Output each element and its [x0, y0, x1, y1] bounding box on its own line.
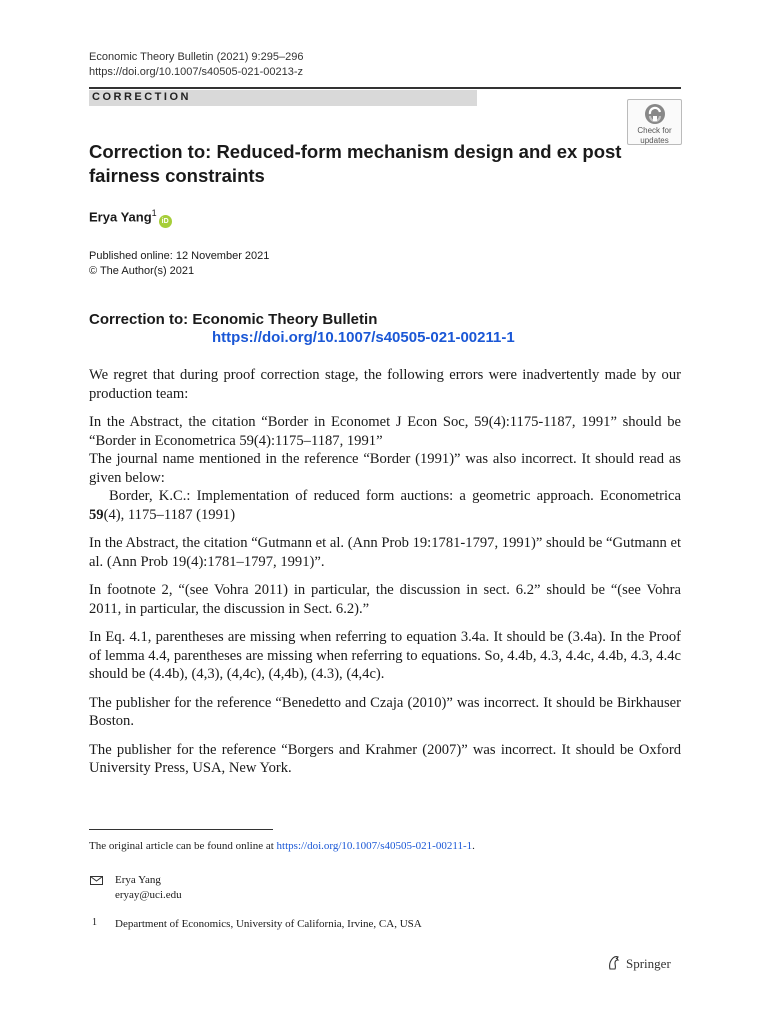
- paragraph: The publisher for the reference “Benedetto and Czaja (2010)” was incorrect. It should be Birkhauser Boston.: [89, 694, 681, 729]
- reference-text: Border, K.C.: Implementation of reduced form auctions: a geometric approach. Econometrica: [109, 488, 681, 504]
- reference-entry: [89, 487, 681, 524]
- footnote-text: The original article can be found online at: [89, 840, 277, 852]
- paragraph: In the Abstract, the citation “Border in Economet J Econ Soc, 59(4):1175-1187, 1991” should be “Border in Econometrica 59(4):1175–1187, 1991”: [89, 414, 681, 449]
- contact-info: [115, 873, 182, 903]
- author-affiliation-ref: 1: [151, 208, 157, 218]
- journal-citation: Economic Theory Bulletin (2021) 9:295–296: [89, 51, 304, 63]
- author-name[interactable]: Erya Yang: [89, 209, 152, 225]
- affiliation-text: Department of Economics, University of California, Irvine, CA, USA: [115, 918, 422, 930]
- footnote-end: .: [472, 840, 475, 852]
- journal-info: [89, 50, 303, 80]
- paragraph: In footnote 2, “(see Vohra 2011) in particular, the discussion in sect. 6.2” should be “(see Vohra 2011, in particular, the discussion in Sect. 6.2).”: [89, 582, 681, 617]
- footnote: [89, 840, 475, 852]
- footnote-doi-link[interactable]: https://doi.org/10.1007/s40505-021-00211-1: [276, 840, 473, 852]
- check-updates-line2: updates: [640, 136, 669, 145]
- published-date: Published online: 12 November 2021: [89, 250, 270, 262]
- publisher-name: Springer: [626, 956, 671, 971]
- affiliation-number: 1: [92, 917, 97, 928]
- reference-volume: 59: [89, 506, 104, 523]
- section-heading: Correction to: Economic Theory Bulletin: [89, 311, 378, 328]
- publication-info: [89, 249, 269, 279]
- contact-name: Erya Yang: [115, 874, 161, 886]
- article-title: Correction to: Reduced-form mechanism design and ex post fairness constraints: [89, 141, 622, 186]
- paragraph: In Eq. 4.1, parentheses are missing when referring to equation 3.4a. It should be (3.4a). In the Proof of lemma 4.4, parentheses are missing when referring to equations. So, 4.4b, 4.3, 4.4c, 4.4b, 4.3, 4.4c should be (4.4b), (4,3), (4,4c), (4,4b), (4.3), (4,4c).: [89, 629, 681, 682]
- article-doi[interactable]: https://doi.org/10.1007/s40505-021-00213-z: [89, 66, 304, 78]
- original-article-doi-link[interactable]: https://doi.org/10.1007/s40505-021-00211-1: [212, 329, 515, 346]
- paragraph: In the Abstract, the citation “Gutmann et al. (Ann Prob 19:1781-1797, 1991)” should be “Gutmann et al. (Ann Prob 19(4):1781–1797, 1991)”.: [89, 535, 681, 570]
- top-rule: [89, 87, 681, 89]
- paragraph: The publisher for the reference “Borgers and Krahmer (2007)” was incorrect. It should be Oxford University Press, USA, New York.: [89, 741, 681, 776]
- reference-pages: (4), 1175–1187 (1991): [103, 506, 236, 523]
- publisher-logo: [606, 955, 671, 972]
- springer-horse-icon: [606, 955, 622, 971]
- check-for-updates-button[interactable]: [627, 99, 682, 145]
- article-type-label: CORRECTION: [92, 91, 191, 103]
- footnote-rule: [89, 829, 273, 830]
- author-line: [89, 208, 172, 228]
- copyright: © The Author(s) 2021: [89, 265, 195, 277]
- envelope-icon: [90, 876, 103, 885]
- article-body: [89, 366, 681, 778]
- check-updates-line1: Check for: [637, 126, 672, 135]
- orcid-icon[interactable]: iD: [159, 215, 172, 228]
- contact-email[interactable]: eryay@uci.edu: [115, 889, 182, 901]
- paragraph: We regret that during proof correction stage, the following errors were inadvertently made by our production team:: [89, 367, 681, 402]
- paragraph: The journal name mentioned in the reference “Border (1991)” was also incorrect. It should read as given below:: [89, 451, 681, 486]
- check-updates-icon: [644, 103, 666, 125]
